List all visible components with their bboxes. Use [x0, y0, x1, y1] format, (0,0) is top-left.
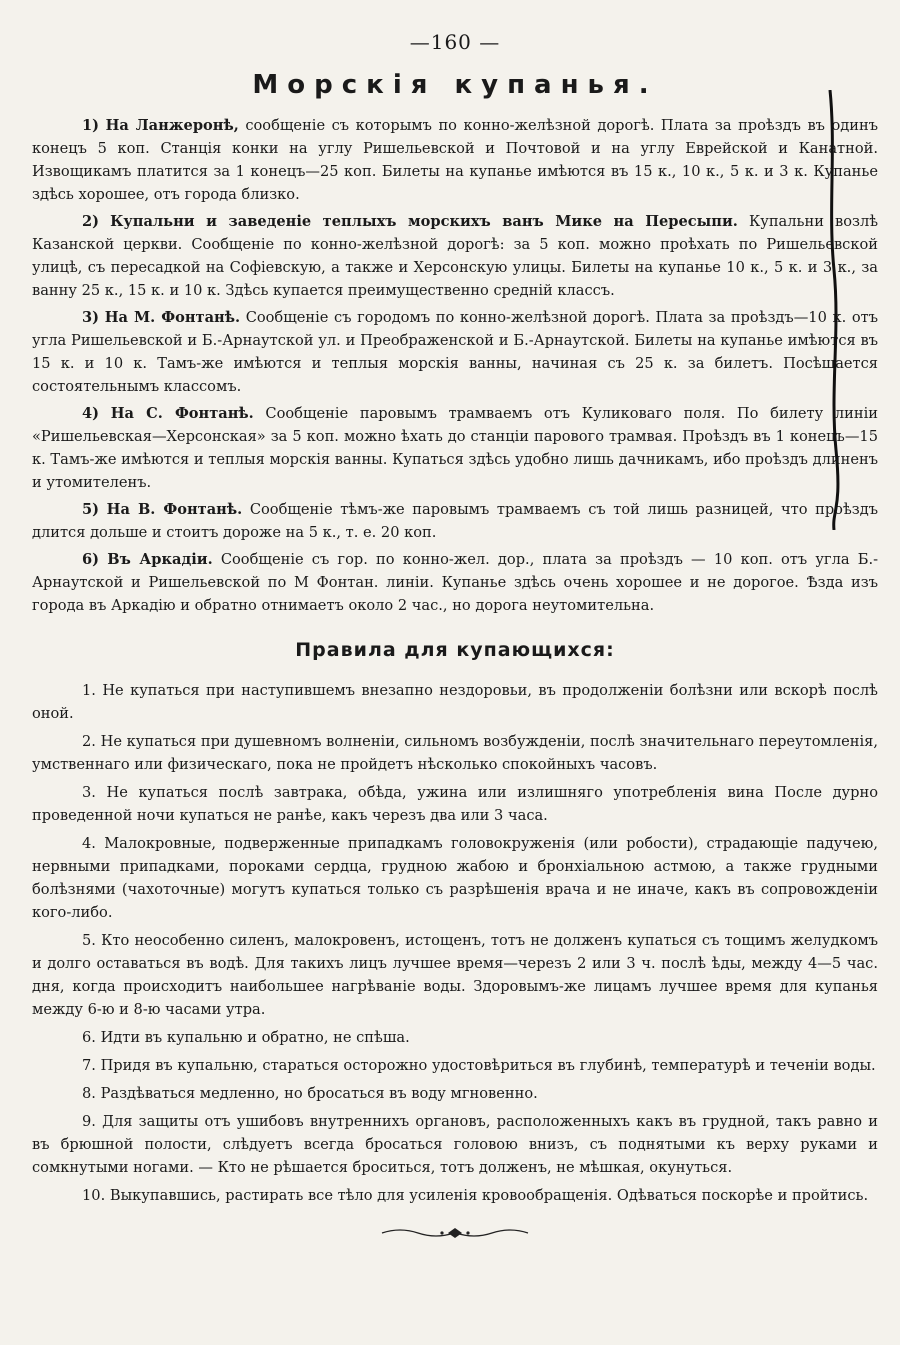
rule-8: 8. Раздѣваться медленно, но бросаться въ воду мгновенно. — [82, 1085, 538, 1102]
entry-number: 3) — [82, 309, 100, 326]
entry-5 — [32, 498, 878, 544]
entry-3 — [32, 306, 878, 398]
rule-4: 4. Малокровные, подверженные припадкамъ головокруженія (или робости), страдающіе падучею, нервными припадками, пороками сердца, грудною жабою и бронхіальною астмою, а также грудными болѣзнями (чахоточные) могутъ купаться только съ разрѣшенія врача и не иначе, какъ въ сопровожденіи кого-либо. — [32, 835, 878, 921]
entry-text: сообщеніе съ которымъ по конно-желѣзной дорогѣ. Плата за проѣздъ въ одинъ конецъ 5 коп. Станція конки на углу Ришельевской и Почтовой и на углу Еврейской и Канатной. Извощикамъ платится за 1 конецъ—25 коп. Билеты на купанье имѣются въ 15 к., 10 к., 5 к. и 3 к. Купанье здѣсь хорошее, отъ города близко. — [32, 117, 878, 203]
entry-text: Сообщеніе тѣмъ-же паровымъ трамваемъ съ той лишь разницей, что проѣздъ длится дольше и стоитъ дороже на 5 к., т. е. 20 коп. — [32, 501, 879, 541]
entry-number: 5) — [82, 501, 100, 518]
rule-9: 9. Для защиты отъ ушибовъ внутреннихъ органовъ, расположенныхъ какъ въ грудной, такъ равно и въ брюшной полости, слѣдуетъ всегда бросаться головою внизъ, съ поднятыми къ верху руками и сомкнутыми ногами. — Кто не рѣшается броситься, тотъ долженъ, не мѣшкая, окунуться. — [32, 1113, 878, 1176]
ornament-divider-icon — [380, 1225, 530, 1241]
entry-number: 2) — [82, 213, 100, 230]
entry-1 — [32, 114, 878, 206]
entries-list — [32, 114, 878, 617]
rule-2: 2. Не купаться при душевномъ волненіи, сильномъ возбужденіи, послѣ значительнаго переутомленія, умственнаго или физическаго, пока не пройдетъ нѣсколько спокойныхъ часовъ. — [32, 733, 878, 773]
page-number: —160 — — [409, 30, 501, 54]
rules-title: Правила для купающихся: — [295, 639, 615, 661]
rule-10: 10. Выкупавшись, растирать все тѣло для усиленія кровообращенія. Одѣваться поскорѣе и пройтись. — [82, 1187, 869, 1204]
entry-text: Купальни возлѣ Казанской церкви. Сообщеніе по конно-желѣзной дорогѣ: за 5 коп. можно проѣхать по Ришельевской улицѣ, съ пересадкой на Софіевскую, а также и Херсонскую улицы. Билеты на купанье 10 к., 5 к. и 3 к., за ванну 25 к., 15 к. и 10 к. Здѣсь купается преимущественно средній классъ. — [32, 213, 879, 299]
rule-5: 5. Кто неособенно силенъ, малокровенъ, истощенъ, тотъ не долженъ купаться съ тощимъ желудкомъ и долго оставаться въ водѣ. Для такихъ лицъ лучшее время—черезъ 2 или 3 ч. послѣ ѣды, между 4—5 час. дня, когда происходитъ наибольшее нагрѣваніе воды. Здоровымъ-же лицамъ лучшее время для купанья между 6-ю и 8-ю часами утра. — [32, 932, 878, 1018]
entry-heading: Въ Аркадіи. — [107, 551, 213, 568]
scan-edge-mark-icon — [824, 90, 844, 530]
rule-7: 7. Придя въ купальню, стараться осторожно удостовѣриться въ глубинѣ, температурѣ и теченіи воды. — [82, 1057, 876, 1074]
entry-text: Сообщеніе съ городомъ по конно-желѣзной дорогѣ. Плата за проѣздъ—10 к. отъ угла Ришельевской и Б.-Арнаутской ул. и Преображенской и Б.-Арнаутской. Билеты на купанье имѣются въ 15 к. и 10 к. Тамъ-же имѣются и теплыя морскія ванны, начиная съ 25 к. за билетъ. Посѣщается состоятельнымъ классомъ. — [32, 309, 879, 395]
rule-6: 6. Идти въ купальню и обратно, не спѣша. — [82, 1029, 410, 1046]
entry-number: 6) — [82, 551, 100, 568]
entry-heading: Купальни и заведеніе теплыхъ морскихъ ванъ Мике на Пересыпи. — [110, 213, 738, 230]
entry-number: 1) — [82, 117, 100, 134]
rule-1: 1. Не купаться при наступившемъ внезапно нездоровьи, въ продолженіи болѣзни или вскорѣ послѣ оной. — [32, 682, 878, 722]
rules-list — [32, 679, 878, 1207]
entry-6 — [32, 548, 878, 617]
entry-text: Сообщеніе съ гор. по конно-жел. дор., плата за проѣздъ — 10 коп. отъ угла Б.-Арнаутской и Ришельевской по М Фонтан. линіи. Купанье здѣсь очень хорошее и не дорогое. Ѣзда изъ города въ Аркадію и обратно отнимаетъ около 2 час., но дорога неутомительна. — [32, 551, 879, 614]
entry-number: 4) — [82, 405, 100, 422]
document-page — [32, 30, 878, 1320]
page-title: Морскія купанья. — [252, 70, 658, 100]
rule-3: 3. Не купаться послѣ завтрака, обѣда, ужина или излишняго употребленія вина После дурно проведенной ночи купаться не ранѣе, какъ черезъ два или 3 часа. — [32, 784, 878, 824]
entry-2 — [32, 210, 878, 302]
entry-heading: На В. Фонтанѣ. — [106, 501, 243, 518]
entry-4 — [32, 402, 878, 494]
entry-heading: На Ланжеронѣ, — [105, 117, 239, 134]
entry-heading: На С. Фонтанѣ. — [110, 405, 254, 422]
entry-text: Сообщеніе паровымъ трамваемъ отъ Куликоваго поля. По билету линіи «Ришельевская—Херсонская» за 5 коп. можно ѣхать до станціи парового трамвая. Проѣздъ въ 1 конецъ—15 к. Тамъ-же имѣются и теплыя морскія ванны. Купаться здѣсь удобно лишь дачникамъ, ибо проѣздъ длиненъ и утомителенъ. — [32, 405, 878, 491]
entry-heading: На М. Фонтанѣ. — [104, 309, 241, 326]
